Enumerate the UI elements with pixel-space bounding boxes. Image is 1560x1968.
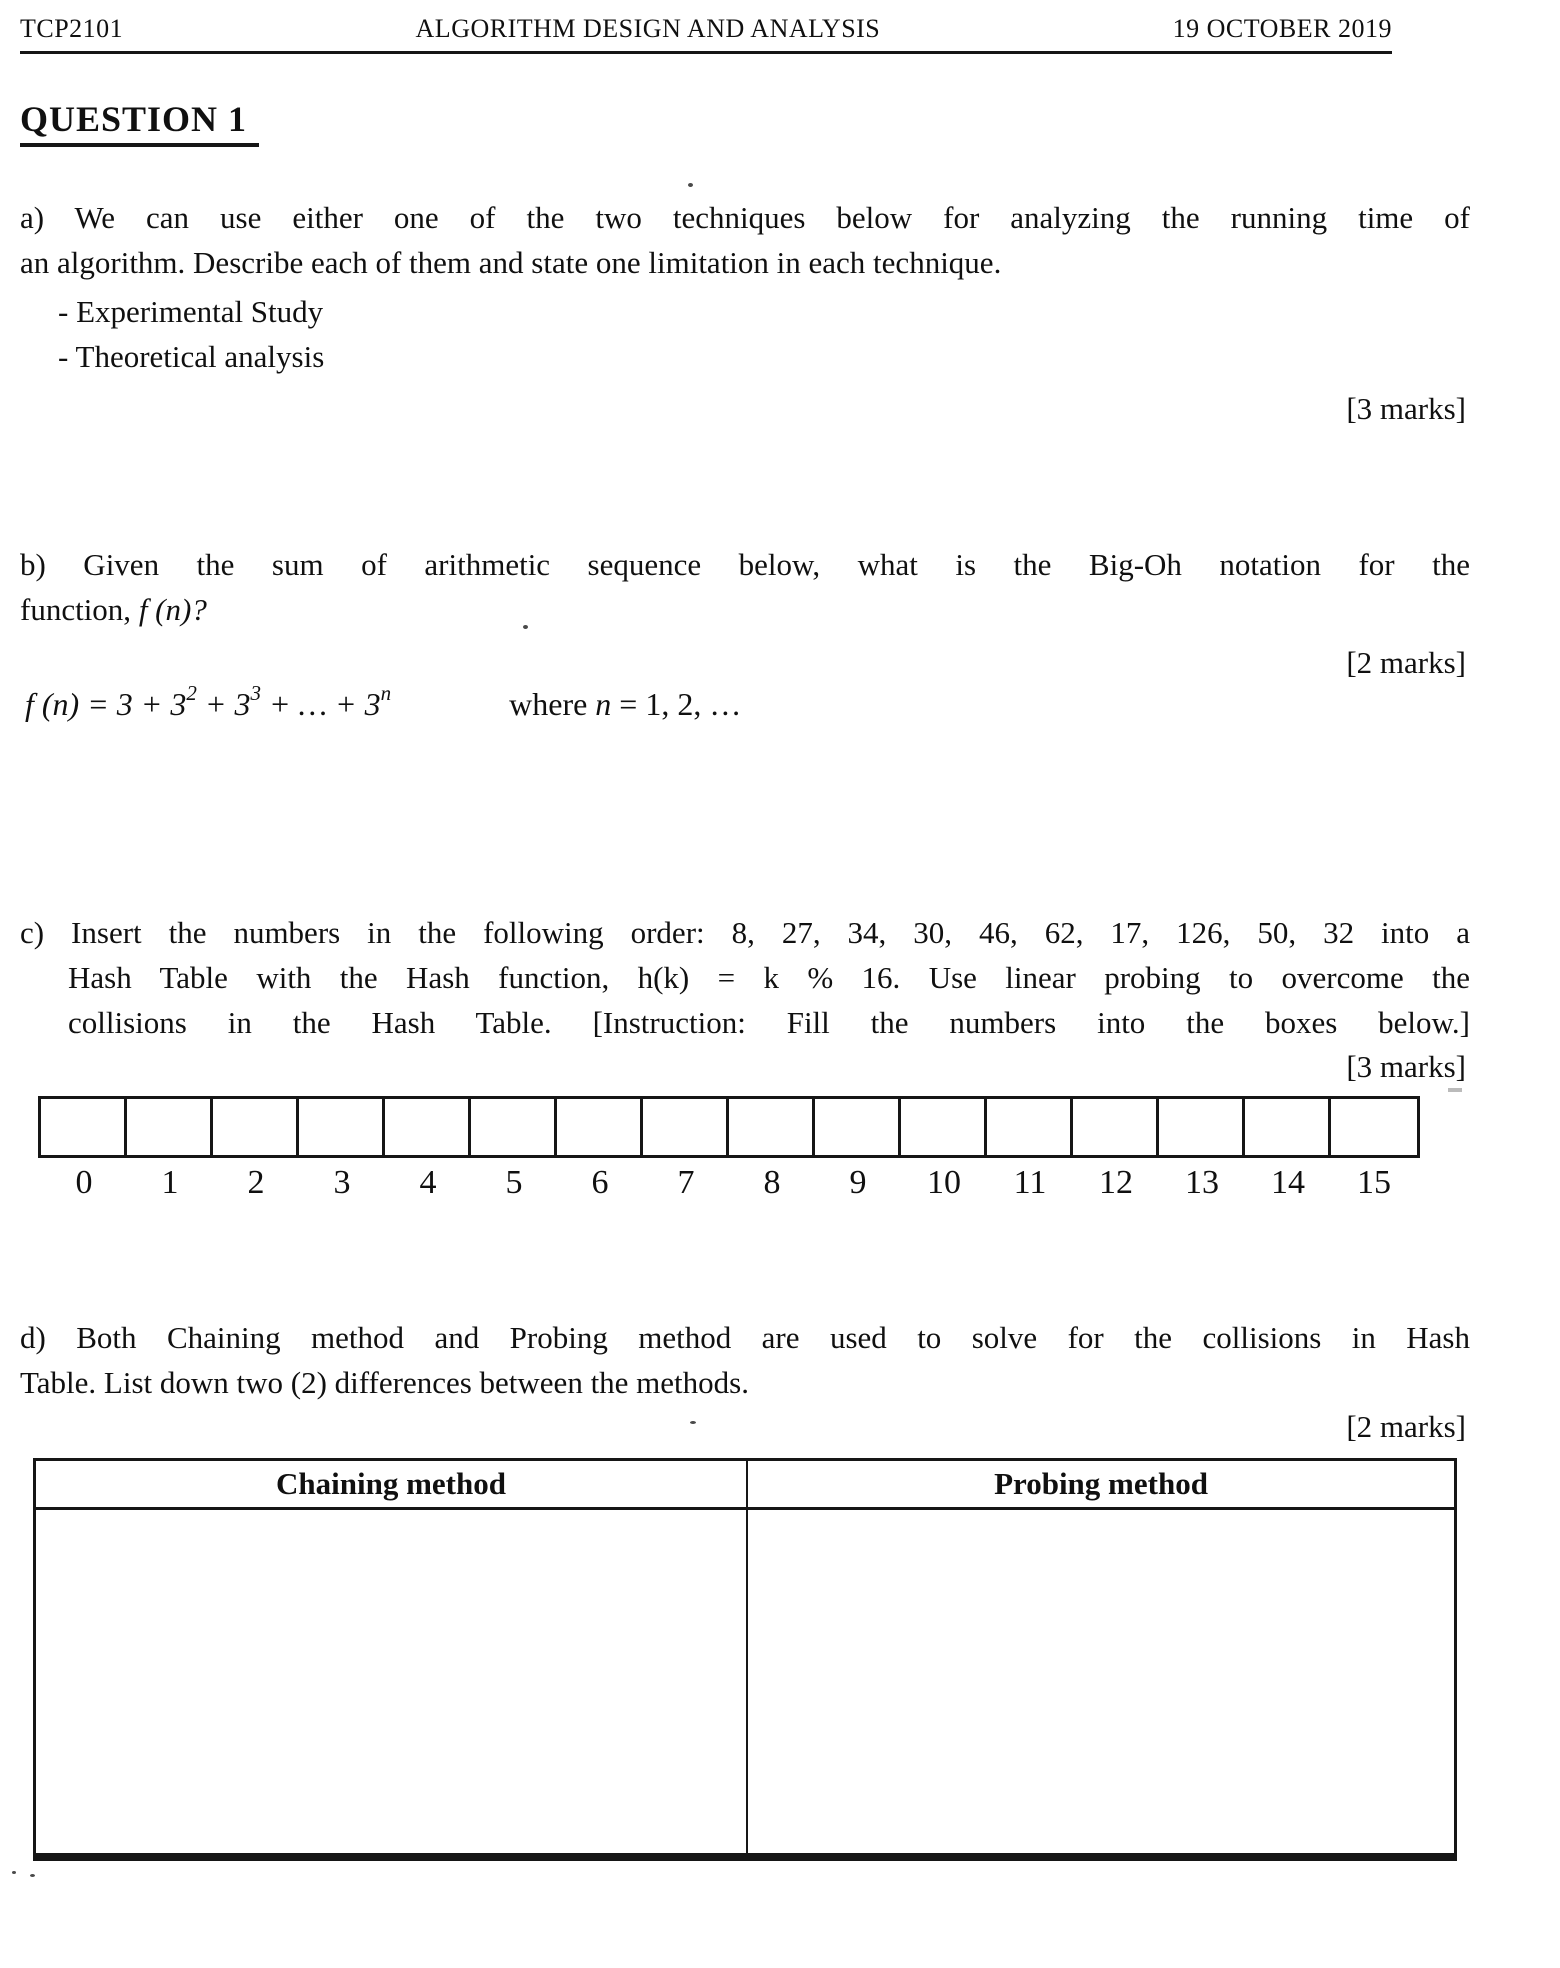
hash-cell-8 — [729, 1099, 815, 1155]
part-c-line-2: Hash Table with the Hash function, h(k) = k % 16. Use linear probing to overcome the — [68, 960, 1470, 995]
hash-cell-9 — [815, 1099, 901, 1155]
scan-speck — [12, 1871, 16, 1874]
hash-index-14: 14 — [1271, 1164, 1305, 1201]
part-a-marks: [3 marks] — [1346, 391, 1466, 426]
hash-cell-15 — [1331, 1099, 1417, 1155]
formula-condition — [509, 686, 741, 722]
formula-seg-1: f (n) = 3 + 3 — [25, 686, 187, 722]
exam-title: ALGORITHM DESIGN AND ANALYSIS — [415, 14, 881, 43]
part-d-line-1: d) Both Chaining method and Probing method are used to solve for the collisions in Hash — [20, 1320, 1470, 1355]
hash-index-13: 13 — [1185, 1164, 1219, 1201]
hash-cell-14 — [1245, 1099, 1331, 1155]
hash-table-index-labels — [41, 1164, 1417, 1202]
question-title: QUESTION 1 — [20, 98, 259, 147]
part-b-line-2 — [20, 587, 1470, 632]
where-word: where — [509, 686, 596, 722]
formula-row — [25, 678, 741, 730]
hash-index-8: 8 — [763, 1164, 781, 1201]
scan-speck — [30, 1874, 35, 1877]
hash-index-7: 7 — [677, 1164, 695, 1201]
part-c-line-3: collisions in the Hash Table. [Instruction: Fill the numbers into the boxes below.] — [68, 1005, 1470, 1040]
part-b — [20, 542, 1470, 632]
hash-table-boxes — [38, 1096, 1420, 1158]
hash-cell-7 — [643, 1099, 729, 1155]
formula-sup-2: 2 — [186, 681, 197, 706]
fn-notation: f (n)? — [138, 592, 207, 627]
formula-sup-n: n — [380, 681, 392, 706]
scan-speck — [688, 183, 693, 187]
chaining-method-header: Chaining method — [36, 1461, 748, 1507]
formula-expression — [25, 681, 392, 722]
chaining-method-answer-cell — [36, 1510, 748, 1853]
part-c — [20, 910, 1470, 1045]
formula-sup-3: 3 — [250, 681, 261, 706]
hash-cell-3 — [299, 1099, 385, 1155]
hash-cell-4 — [385, 1099, 471, 1155]
formula-seg-3: + … + 3 — [260, 686, 381, 722]
probing-method-answer-cell — [748, 1510, 1454, 1853]
differences-table-body — [36, 1510, 1454, 1853]
hash-index-6: 6 — [591, 1164, 609, 1201]
hash-cell-0 — [41, 1099, 127, 1155]
hash-cell-6 — [557, 1099, 643, 1155]
part-d — [20, 1315, 1470, 1405]
hash-index-15: 15 — [1357, 1164, 1391, 1201]
scan-speck — [1448, 1088, 1462, 1092]
formula-seg-2: + 3 — [196, 686, 251, 722]
bullet-experimental-study: - Experimental Study — [58, 294, 324, 329]
hash-index-0: 0 — [75, 1164, 93, 1201]
part-b-line-1: b) Given the sum of arithmetic sequence below, what is the Big-Oh notation for the — [20, 547, 1470, 582]
part-c-marks: [3 marks] — [1346, 1049, 1466, 1084]
hash-index-10: 10 — [927, 1164, 961, 1201]
part-a — [20, 195, 1470, 379]
hash-cell-12 — [1073, 1099, 1159, 1155]
hash-index-3: 3 — [333, 1164, 351, 1201]
hash-index-5: 5 — [505, 1164, 523, 1201]
where-values: = 1, 2, … — [611, 686, 742, 722]
hash-index-9: 9 — [849, 1164, 867, 1201]
probing-method-header: Probing method — [994, 1466, 1208, 1501]
page-header — [20, 14, 1392, 54]
where-variable: n — [595, 686, 612, 722]
course-code: TCP2101 — [20, 14, 124, 43]
hash-index-11: 11 — [1013, 1164, 1047, 1201]
scan-speck — [523, 625, 528, 629]
exam-date: 19 OCTOBER 2019 — [1172, 14, 1392, 43]
part-b-marks: [2 marks] — [1346, 645, 1466, 680]
differences-table-header — [36, 1461, 1454, 1510]
part-a-bullets — [20, 289, 1470, 379]
hash-cell-1 — [127, 1099, 213, 1155]
part-a-line-1: a) We can use either one of the two techniques below for analyzing the running time of — [20, 200, 1470, 235]
scan-speck — [690, 1421, 696, 1424]
hash-index-2: 2 — [247, 1164, 265, 1201]
part-b-line-2-text: function, — [20, 592, 139, 627]
hash-cell-2 — [213, 1099, 299, 1155]
bullet-theoretical-analysis: - Theoretical analysis — [58, 339, 325, 374]
part-a-line-2: an algorithm. Describe each of them and state one limitation in each technique. — [20, 245, 1002, 280]
part-d-line-2: Table. List down two (2) differences between the methods. — [20, 1365, 749, 1400]
hash-index-1: 1 — [161, 1164, 179, 1201]
hash-cell-11 — [987, 1099, 1073, 1155]
hash-cell-5 — [471, 1099, 557, 1155]
hash-index-4: 4 — [419, 1164, 437, 1201]
differences-table — [33, 1458, 1457, 1861]
hash-cell-10 — [901, 1099, 987, 1155]
part-d-marks: [2 marks] — [1346, 1409, 1466, 1444]
part-c-line-1: c) Insert the numbers in the following order: 8, 27, 34, 30, 46, 62, 17, 126, 50, 32 into a — [20, 915, 1470, 950]
hash-cell-13 — [1159, 1099, 1245, 1155]
hash-index-12: 12 — [1099, 1164, 1133, 1201]
